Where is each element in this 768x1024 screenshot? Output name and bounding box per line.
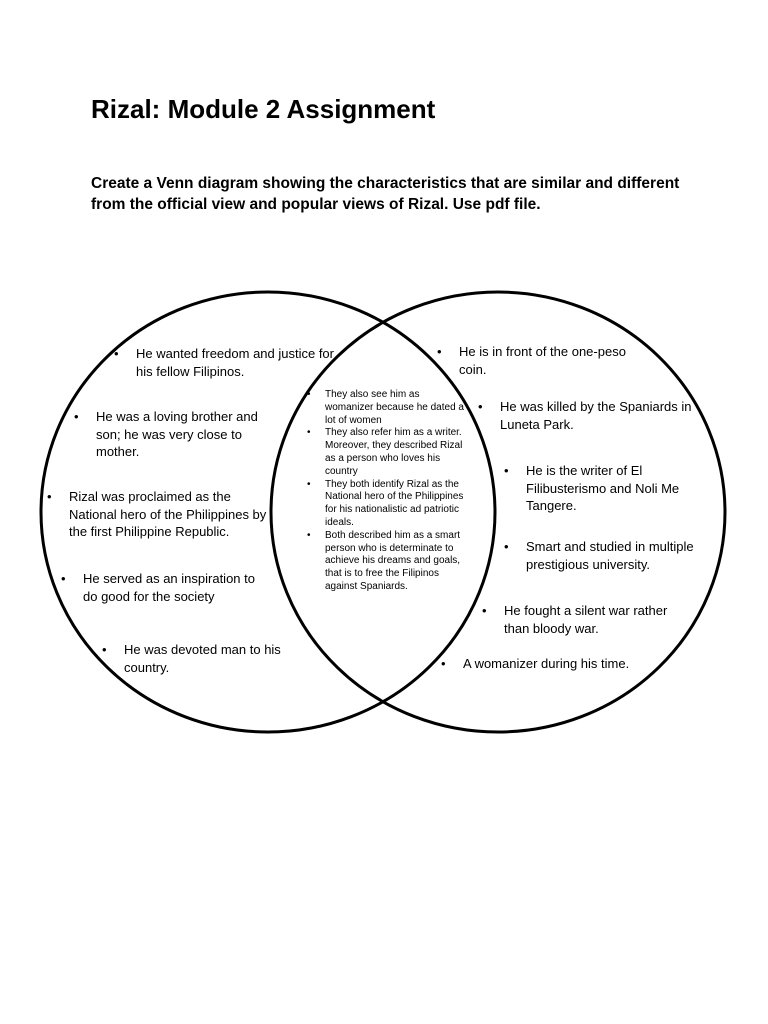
venn-overlap-list xyxy=(325,389,470,594)
right-item: • He fought a silent war rather than bloody war. xyxy=(504,602,694,637)
overlap-item: • Both described him as a smart person who is determinate to achieve his dreams and goals, that is to free the Filipinos against Spaniards. xyxy=(325,530,470,594)
right-item: • He is the writer of El Filibusterismo and Noli Me Tangere. xyxy=(526,462,701,515)
page-title: Rizal: Module 2 Assignment xyxy=(91,94,436,124)
right-item: • He is in front of the one-peso coin. xyxy=(459,343,649,378)
right-item: • Smart and studied in multiple prestigious university. xyxy=(526,538,711,573)
overlap-item: • They also refer him as a writer. Moreover, they described Rizal as a person who loves his country xyxy=(325,427,470,478)
overlap-item: • They both identify Rizal as the National hero of the Philippines for his nationalistic ad patriotic ideals. xyxy=(325,479,470,530)
left-item: • He served as an inspiration to do good for the society xyxy=(83,570,273,605)
left-item: • He wanted freedom and justice for his fellow Filipinos. xyxy=(136,345,336,380)
left-item: • He was devoted man to his country. xyxy=(124,641,304,676)
right-item: • A womanizer during his time. xyxy=(463,655,663,673)
assignment-instructions: Create a Venn diagram showing the characteristics that are similar and different from the official view and popular views of Rizal. Use pdf file. xyxy=(91,175,680,213)
right-item: • He was killed by the Spaniards in Luneta Park. xyxy=(500,398,700,433)
left-item: • He was a loving brother and son; he was very close to mother. xyxy=(96,408,276,461)
overlap-item: • They also see him as womanizer because he dated a lot of women xyxy=(325,389,470,427)
left-item: • Rizal was proclaimed as the National hero of the Philippines by the first Philippine Republic. xyxy=(69,488,269,541)
